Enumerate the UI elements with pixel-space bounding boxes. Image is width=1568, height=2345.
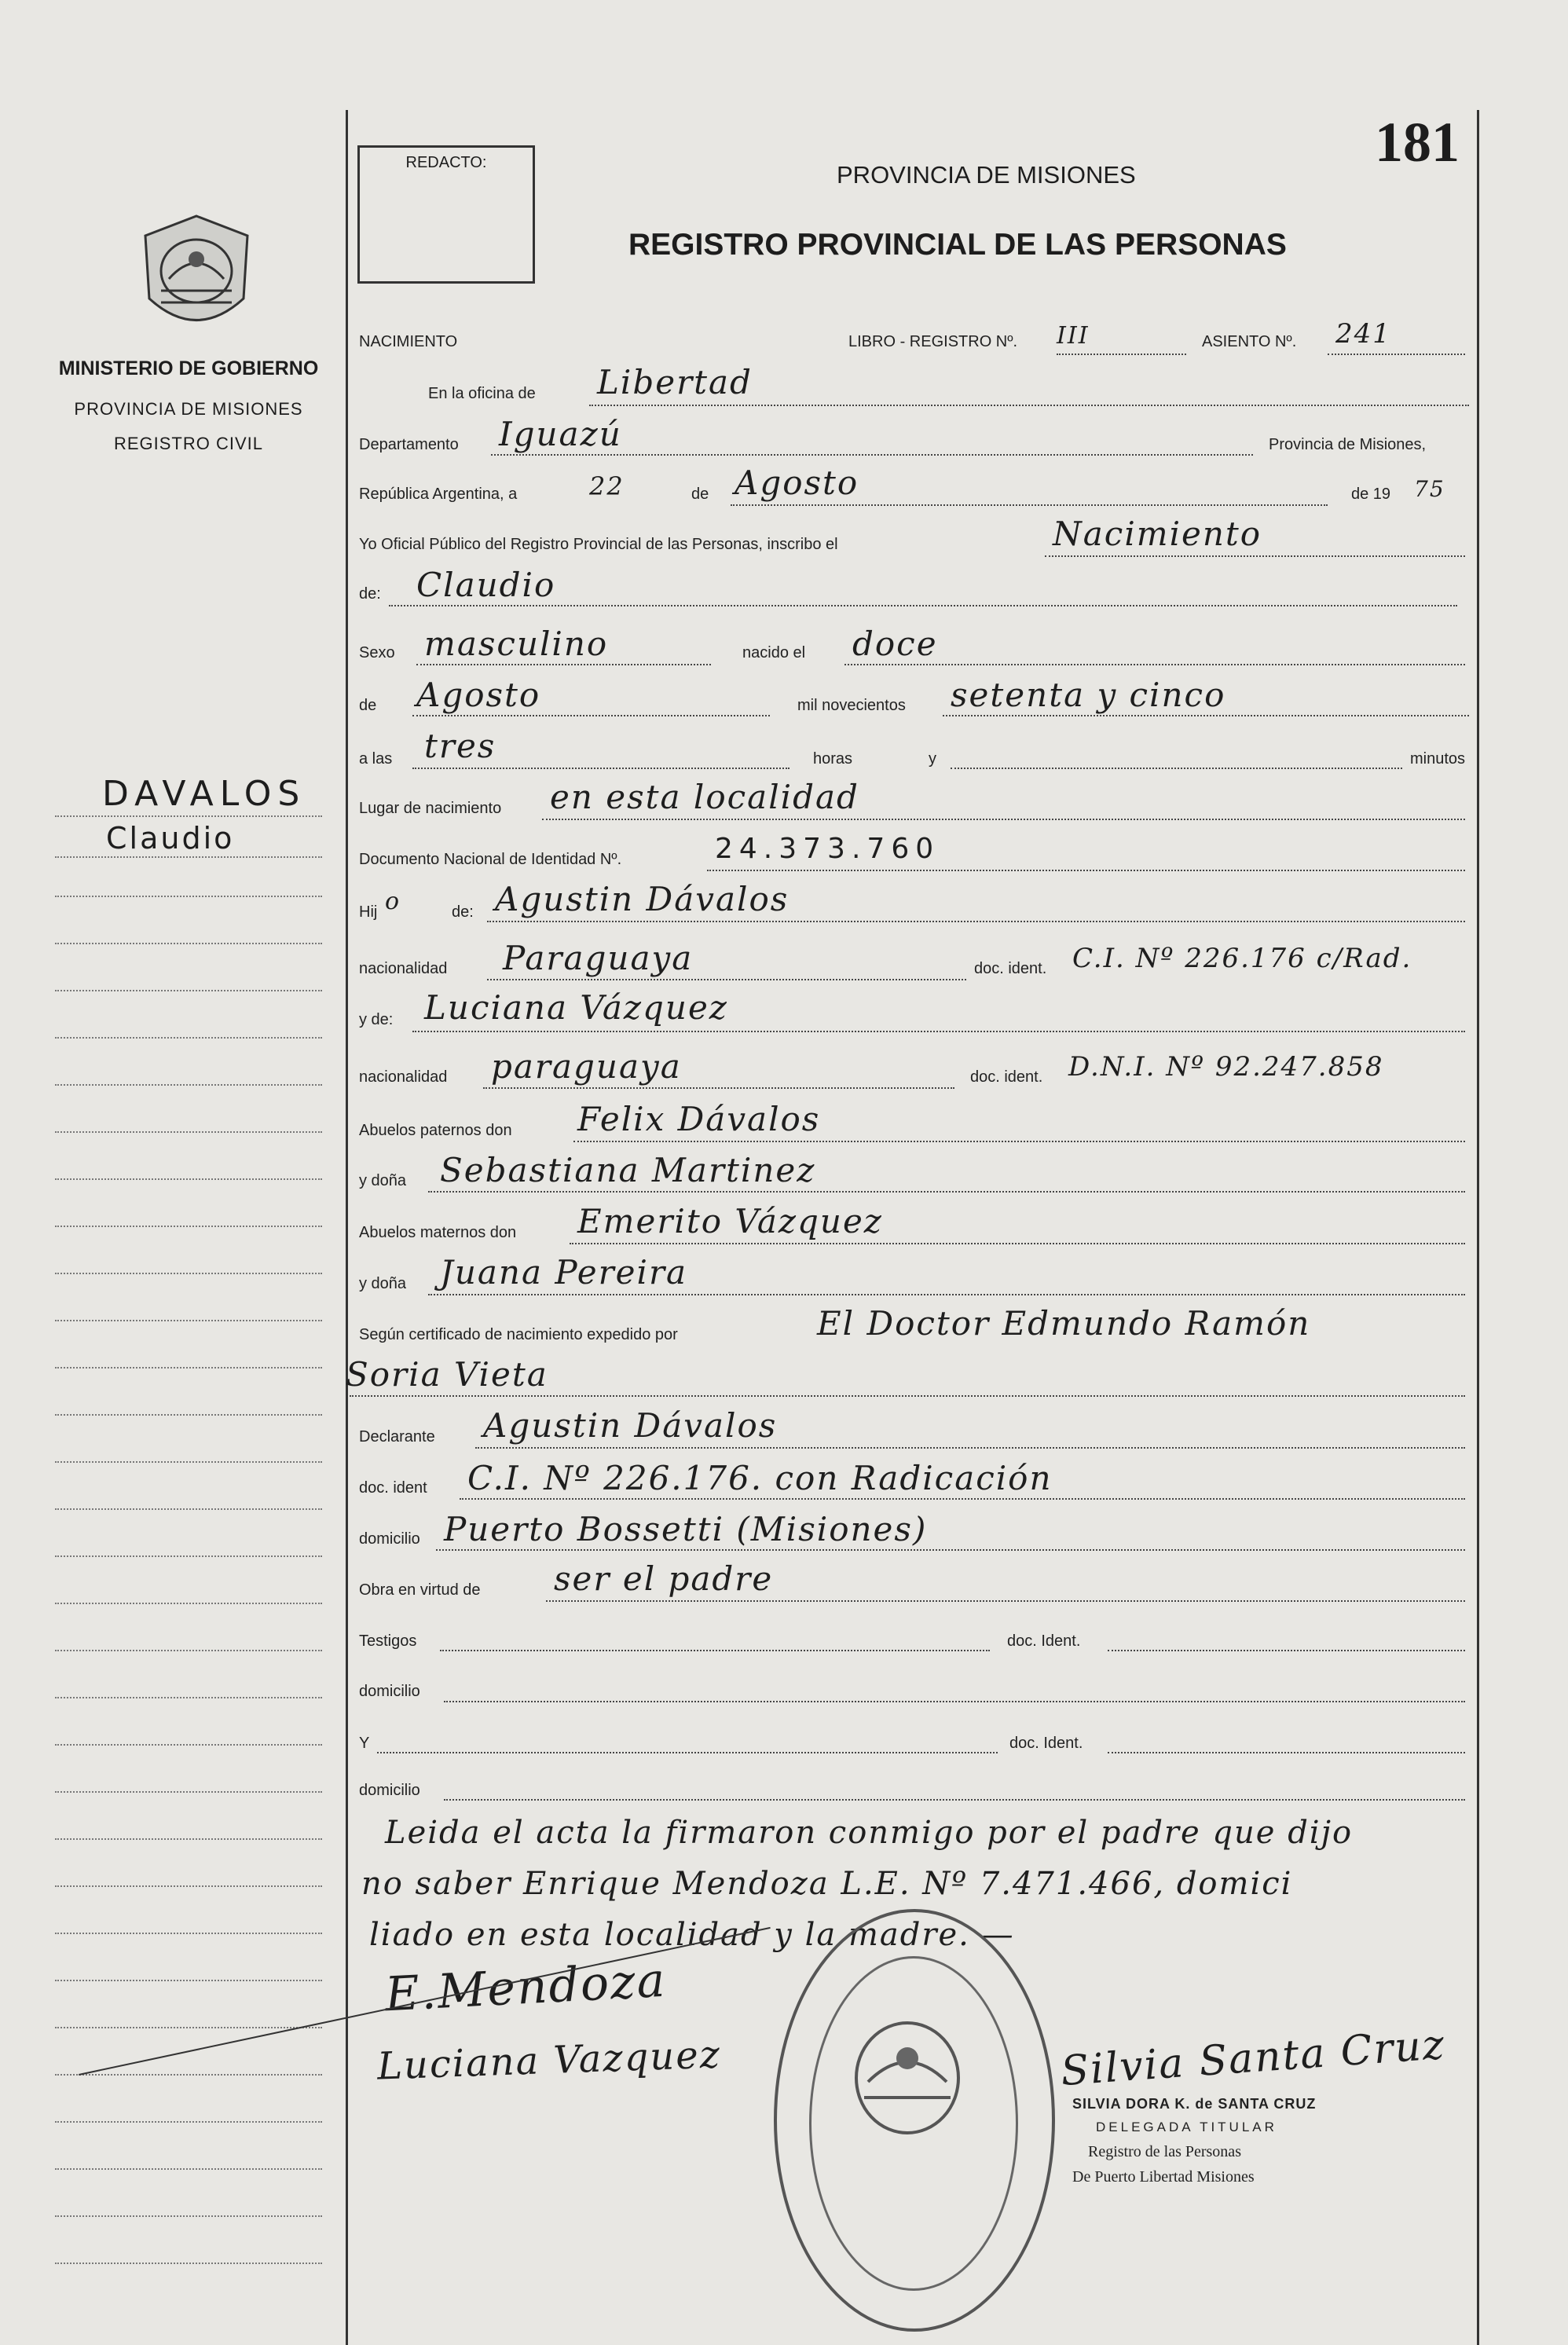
y2-label: Y [359, 1735, 370, 1752]
margin-line [55, 2263, 322, 2264]
abuela-mat-line [428, 1294, 1465, 1295]
dni-value: 24.373.760 [715, 833, 940, 865]
mother-line [412, 1031, 1465, 1032]
margin-line [55, 1273, 322, 1274]
signature-1: E.Mendoza [383, 1952, 668, 2023]
mother-doc-value: D.N.I. Nº 92.247.858 [1068, 1051, 1384, 1083]
margin-line [55, 2168, 322, 2170]
mother-value: Luciana Vázquez [424, 988, 728, 1027]
redacto-box [357, 145, 535, 284]
margin-line [55, 1650, 322, 1651]
margin-line [55, 1791, 322, 1793]
testigos-doc-line [1108, 1650, 1465, 1651]
lugar-value: en esta localidad [550, 778, 859, 816]
month-value: Agosto [735, 464, 859, 502]
notes-line-2: no saber Enrique Mendoza L.E. Nº 7.471.466, domici [361, 1866, 1293, 1902]
margin-line [55, 1461, 322, 1463]
provincia-label: Provincia de Misiones, [1269, 436, 1427, 453]
domicilio2-line [444, 1701, 1465, 1702]
year-label: de 19 [1351, 485, 1391, 503]
birth-month-line [412, 715, 770, 716]
asiento-line [1328, 354, 1465, 355]
margin-line [55, 1980, 322, 1981]
page-number: 181 [1375, 111, 1460, 174]
margin-given-name: Claudio [106, 821, 235, 856]
declarante-doc-label: doc. ident [359, 1479, 427, 1497]
y2-line [377, 1752, 998, 1753]
alas-value: tres [424, 727, 496, 765]
mother-nat-line [483, 1087, 954, 1089]
nacido-label: nacido el [742, 644, 806, 661]
sexo-line [416, 664, 711, 665]
departamento-value: Iguazú [499, 415, 622, 453]
nacido-value: doce [852, 625, 938, 663]
month-line [731, 504, 1328, 506]
father-nat-line [487, 979, 966, 980]
typed-office: Registro de las Personas [1088, 2143, 1241, 2160]
typed-name: SILVIA DORA K. de SANTA CRUZ [1072, 2096, 1317, 2112]
asiento-label: ASIENTO Nº. [1202, 333, 1297, 350]
mother-doc-label: doc. ident. [970, 1068, 1043, 1086]
domicilio2-label: domicilio [359, 1683, 420, 1700]
margin-line [55, 815, 322, 817]
oficina-value: Libertad [597, 363, 753, 401]
mil-value: setenta y cinco [951, 676, 1226, 714]
name-value: Claudio [416, 566, 556, 604]
typed-title: DELEGADA TITULAR [1096, 2120, 1277, 2134]
birth-month-value: Agosto [416, 676, 541, 714]
header-province: PROVINCIA DE MISIONES [837, 161, 1136, 189]
hijo-suffix: o [385, 888, 401, 915]
sexo-value: masculino [424, 625, 609, 663]
domicilio3-label: domicilio [359, 1782, 420, 1799]
margin-line [55, 943, 322, 944]
minutos-label: minutos [1410, 750, 1466, 768]
margin-line [55, 2074, 322, 2076]
province-label: PROVINCIA DE MISIONES [74, 399, 303, 419]
y2-doc-label: doc. Ident. [1009, 1735, 1083, 1752]
domicilio3-line [444, 1799, 1465, 1801]
margin-line [55, 1603, 322, 1604]
margin-line [55, 1367, 322, 1369]
republica-label: República Argentina, a [359, 485, 518, 503]
father-nat-label: nacionalidad [359, 960, 448, 977]
inscribo-value: Nacimiento [1053, 515, 1262, 553]
abuelo-pat-value: Felix Dávalos [577, 1100, 821, 1138]
obra-label: Obra en virtud de [359, 1581, 481, 1599]
margin-line [55, 896, 322, 897]
margin-line [55, 1508, 322, 1510]
segun-value: El Doctor Edmundo Ramón [817, 1304, 1311, 1343]
hijo-label: Hij [359, 903, 378, 921]
mother-nat-label: nacionalidad [359, 1068, 448, 1086]
domicilio-line [436, 1549, 1465, 1551]
domicilio-label: domicilio [359, 1530, 420, 1548]
margin-line [55, 1885, 322, 1887]
margin-line [55, 2027, 322, 2028]
abuela-pat-label: y doña [359, 1172, 407, 1189]
alas-line [412, 768, 789, 769]
asiento-value: 241 [1335, 318, 1391, 350]
departamento-label: Departamento [359, 436, 459, 453]
hijo-de-label: de: [452, 903, 474, 921]
y-de-label: y de: [359, 1011, 394, 1028]
sexo-label: Sexo [359, 644, 395, 661]
libro-line [1057, 354, 1186, 355]
margin-line [55, 1838, 322, 1840]
signature-3: Silvia Santa Cruz [1059, 2021, 1447, 2096]
coat-of-arms-icon [137, 212, 255, 342]
signature-2: Luciana Vazquez [376, 2032, 722, 2089]
y2-doc-line [1108, 1752, 1465, 1753]
redacto-label: REDACTO: [405, 154, 487, 171]
mother-nat-value: paraguaya [491, 1047, 682, 1086]
testigos-doc-label: doc. Ident. [1007, 1632, 1081, 1650]
seal-emblem-icon [844, 2011, 970, 2145]
abuelos-pat-label: Abuelos paternos don [359, 1122, 512, 1139]
abuela-pat-line [428, 1191, 1465, 1193]
abuelo-mat-line [570, 1243, 1465, 1244]
declarante-doc-line [460, 1498, 1465, 1500]
father-doc-value: C.I. Nº 226.176 c/Rad. [1072, 943, 1412, 974]
registro-civil-label: REGISTRO CIVIL [113, 434, 264, 453]
margin-line [55, 1131, 322, 1133]
libro-label: LIBRO - REGISTRO Nº. [848, 333, 1018, 350]
father-doc-label: doc. ident. [974, 960, 1047, 977]
libro-value: III [1057, 322, 1090, 350]
name-line [389, 605, 1457, 606]
dni-line [707, 870, 1465, 871]
abuela-mat-value: Juana Pereira [440, 1253, 688, 1292]
abuelo-mat-value: Emerito Vázquez [577, 1202, 883, 1240]
margin-line [55, 1697, 322, 1698]
mil-label: mil novecientos [797, 697, 906, 714]
segun-line [350, 1395, 1465, 1397]
oficina-line [589, 405, 1469, 406]
right-rule [1477, 110, 1479, 2345]
abuela-pat-value: Sebastiana Martinez [440, 1151, 816, 1189]
margin-line [55, 990, 322, 991]
declarante-doc-value: C.I. Nº 226.176. con Radicación [467, 1459, 1053, 1497]
left-rule [346, 110, 348, 2345]
margin-line [55, 1933, 322, 1934]
lugar-line [542, 819, 1465, 820]
header-registry: REGISTRO PROVINCIAL DE LAS PERSONAS [628, 228, 1287, 262]
abuelo-pat-line [573, 1141, 1465, 1142]
obra-value: ser el padre [554, 1559, 774, 1598]
nacimiento-title: NACIMIENTO [359, 333, 458, 350]
oficina-label: En la oficina de [428, 385, 536, 402]
segun-label: Según certificado de nacimiento expedido por [359, 1326, 678, 1343]
de-name-label: de: [359, 585, 381, 603]
testigos-label: Testigos [359, 1632, 417, 1650]
minutos-line [951, 768, 1402, 769]
day-value: 22 [589, 471, 625, 501]
departamento-line [491, 454, 1253, 456]
margin-line [55, 1226, 322, 1227]
margin-line [55, 1414, 322, 1416]
obra-line [546, 1600, 1465, 1602]
margin-line [55, 1037, 322, 1039]
declarante-label: Declarante [359, 1428, 435, 1445]
margin-surname: DAVALOS [102, 774, 306, 814]
lugar-label: Lugar de nacimiento [359, 800, 502, 817]
dni-label: Documento Nacional de Identidad Nº. [359, 851, 622, 868]
alas-label: a las [359, 750, 393, 768]
nacido-line [844, 664, 1465, 665]
testigos-line [440, 1650, 990, 1651]
declarante-line [475, 1447, 1465, 1449]
horas-label: horas [813, 750, 853, 768]
ministry-label: MINISTERIO DE GOBIERNO [58, 357, 319, 379]
margin-line [55, 1744, 322, 1746]
mil-line [943, 715, 1469, 716]
year-value: 75 [1414, 476, 1445, 502]
inscribo-line [1045, 555, 1465, 557]
de-label: de [691, 485, 709, 503]
margin-line [55, 2121, 322, 2123]
abuelos-mat-label: Abuelos maternos don [359, 1224, 517, 1241]
de-month-label: de [359, 697, 377, 714]
father-line [487, 921, 1465, 922]
abuela-mat-label: y doña [359, 1275, 407, 1292]
domicilio-value: Puerto Bossetti (Misiones) [444, 1510, 928, 1548]
notes-line-3: liado en esta localidad y la madre. — [369, 1917, 1015, 1953]
margin-line [55, 1084, 322, 1086]
father-nat-value: Paraguaya [503, 939, 694, 977]
margin-line [55, 1178, 322, 1180]
segun-value-2: Soria Vieta [346, 1355, 548, 1394]
father-value: Agustin Dávalos [495, 880, 789, 918]
notes-line-1: Leida el acta la firmaron conmigo por el padre que dijo [385, 1815, 1354, 1851]
y-label: y [929, 750, 936, 768]
inscribo-label: Yo Oficial Público del Registro Provincial de las Personas, inscribo el [359, 536, 838, 553]
declarante-value: Agustin Dávalos [483, 1406, 778, 1445]
typed-location: De Puerto Libertad Misiones [1072, 2168, 1255, 2186]
margin-line [55, 856, 322, 858]
margin-line [55, 1320, 322, 1321]
margin-line [55, 1555, 322, 1557]
margin-line [55, 2215, 322, 2217]
